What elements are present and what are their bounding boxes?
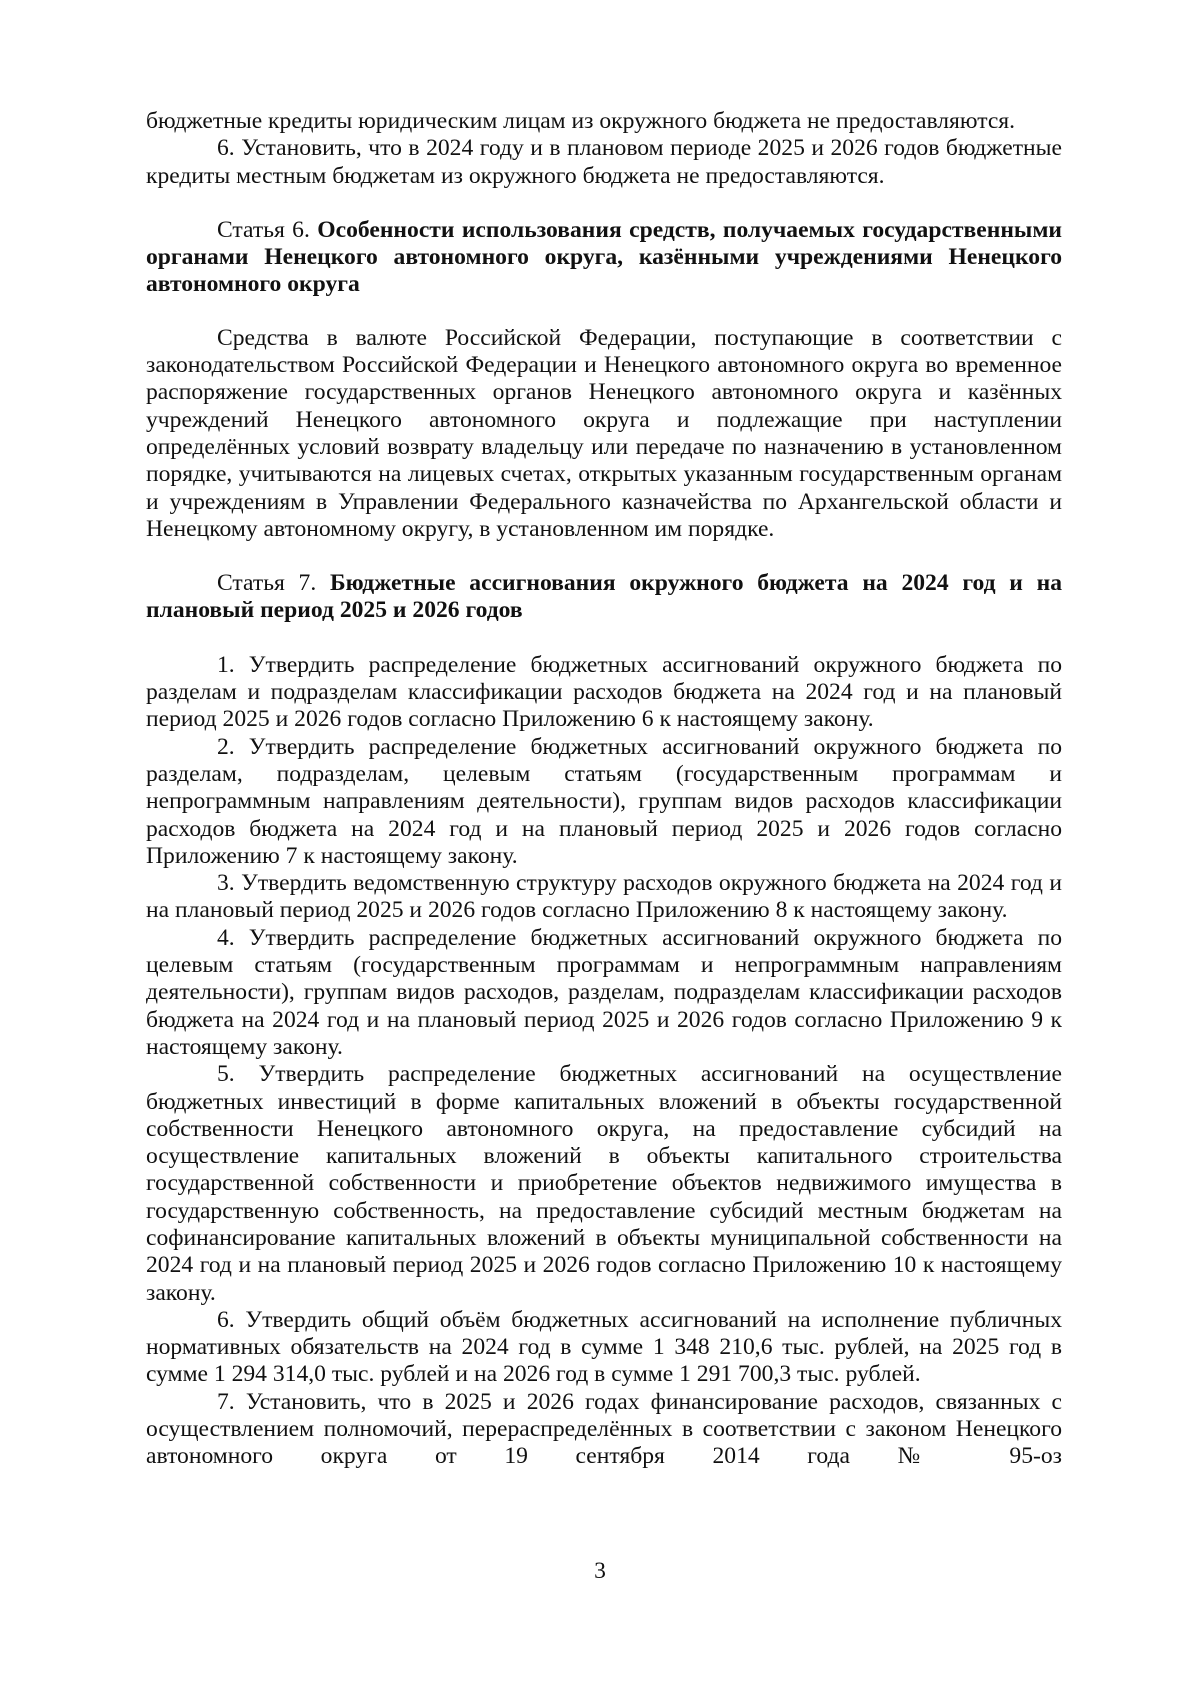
article-7-item-3: 3. Утвердить ведомственную структуру расходов окружного бюджета на 2024 год и на плановый период 2025 и 2026 годов согласно Приложению 8 к настоящему закону. (146, 870, 1062, 924)
article-7-item-5: 5. Утвердить распределение бюджетных ассигнований на осуществление бюджетных инвестиций в форме капитальных вложений в объекты государственной собственности Ненецкого автономного округа, на предоставление субсидий на осуществление капитальных вложений в объекты капитального строительства государственной собственности и приобретение объектов недвижимого имущества в государственную собственность, на предоставление субсидий местным бюджетам на софинансирование капитальных вложений в объекты муниципальной собственности на 2024 год и на плановый период 2025 и 2026 годов согласно Приложению 10 к настоящему закону. (146, 1061, 1062, 1306)
article-7-item-1: 1. Утвердить распределение бюджетных ассигнований окружного бюджета по разделам и подразделам классификации расходов бюджета на 2024 год и на плановый период 2025 и 2026 годов согласно Приложению 6 к настоящему закону. (146, 651, 1062, 733)
continued-paragraph: бюджетные кредиты юридическим лицам из окружного бюджета не предоставляются. (146, 108, 1016, 134)
article-7-item-6: 6. Утвердить общий объём бюджетных ассигнований на исполнение публичных нормативных обязательств на 2024 год в сумме 1 348 210,6 тыс. рублей, на 2025 год в сумме 1 294 314,0 тыс. рублей и на 2026 год в сумме 1 291 700,3 тыс. рублей. (146, 1306, 1062, 1388)
article-6-title: Особенности использования средств, получаемых государственными органами Ненецкого автономного округа, казёнными учреждениями Ненецкого автономного округа (146, 216, 1062, 298)
page-number: 3 (594, 1558, 606, 1584)
article-7-items (146, 652, 1062, 1471)
paragraph-item-6: 6. Установить, что в 2024 году и в плановом периоде 2025 и 2026 годов бюджетные кредиты местным бюджетам из окружного бюджета не предоставляются. (146, 135, 1062, 189)
article-7-item-4: 4. Утвердить распределение бюджетных ассигнований окружного бюджета по целевым статьям (государственным программам и непрограммным направлениям деятельности), группам видов расходов, разделам, подразделам классификации расходов бюджета на 2024 год и на плановый период 2025 и 2026 годов согласно Приложению 9 к настоящему закону. (146, 924, 1062, 1060)
document-page (146, 108, 1062, 1471)
article-6-label: Статья 6. (217, 216, 310, 243)
article-7-item-2: 2. Утвердить распределение бюджетных ассигнований окружного бюджета по разделам, подразделам, целевым статьям (государственным программам и непрограммным направлениям деятельности), группам видов расходов классификации расходов бюджета на 2024 год и на плановый период 2025 и 2026 годов согласно Приложению 7 к настоящему закону. (146, 733, 1062, 869)
article-6-body: Средства в валюте Российской Федерации, поступающие в соответствии с законодательством Российской Федерации и Ненецкого автономного округа во временное распоряжение государственных органов Ненецкого автономного округа и казённых учреждений Ненецкого автономного округа и подлежащие при наступлении определённых условий возврату владельцу или передаче по назначению в установленном порядке, учитываются на лицевых счетах, открытых указанным государственным органам и учреждениям в Управлении Федерального казначейства по Архангельской области и Ненецкому автономному округу, в установленном им порядке. (146, 324, 1062, 542)
article-7-item-7: 7. Установить, что в 2025 и 2026 годах финансирование расходов, связанных с осуществлением полномочий, перераспределённых в соответствии с законом Ненецкого автономного округа от 19 сентября 2014 года № 95-оз (146, 1388, 1062, 1470)
article-6-heading (146, 217, 1062, 299)
article-7-heading (146, 570, 1062, 625)
article-7-title: Бюджетные ассигнования окружного бюджета на 2024 год и на плановый период 2025 и 2026 годов (146, 570, 1062, 624)
article-7-label: Статья 7. (217, 570, 317, 597)
